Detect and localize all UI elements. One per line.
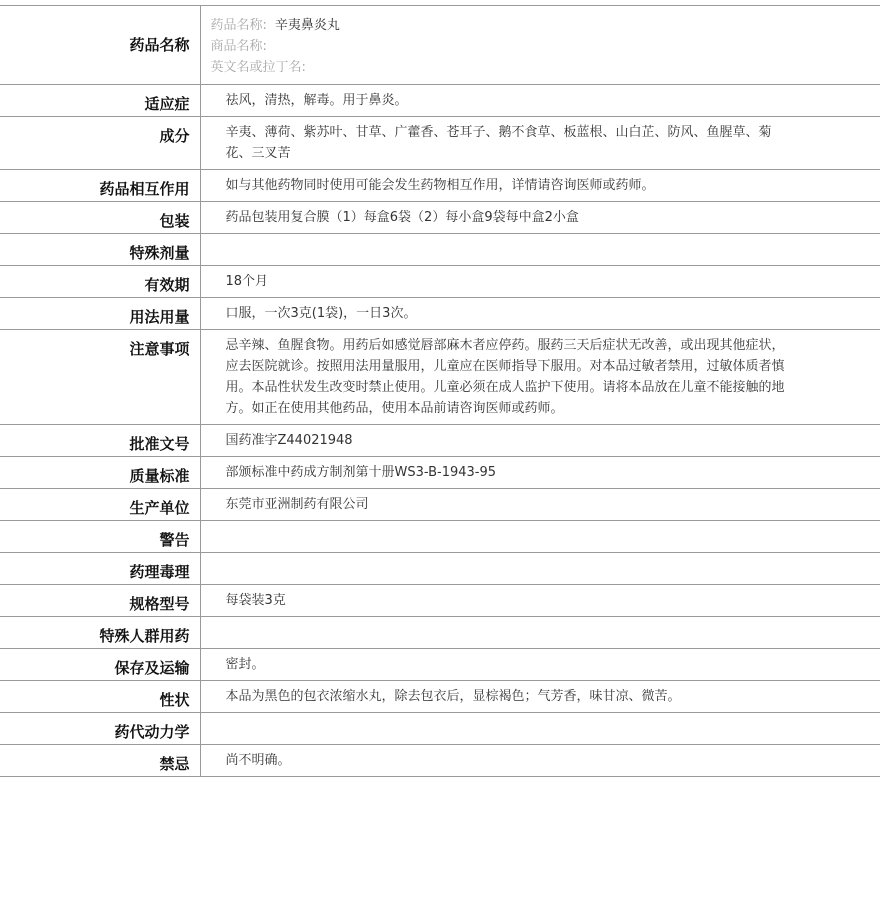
value-packaging: 药品包装用复合膜（1）每盒6袋（2）每小盒9袋每中盒2小盒 [200,202,880,234]
value-special-populations [200,617,880,649]
value-pharmacology [200,553,880,585]
row-quality-standard [0,457,880,489]
value-interactions: 如与其他药物同时使用可能会发生药物相互作用，详情请咨询医师或药师。 [200,170,880,202]
value-pharmacokinetics [200,713,880,745]
label-shelf-life: 有效期 [0,266,200,298]
label-drug-name: 药品名称 [0,6,200,85]
value-drug-name [200,6,880,85]
row-usage-dosage [0,298,880,330]
label-packaging: 包装 [0,202,200,234]
row-approval-number [0,425,880,457]
value-contraindications: 尚不明确。 [200,745,880,777]
value-precautions: 忌辛辣、鱼腥食物。用药后如感觉唇部麻木者应停药。服药三天后症状无改善，或出现其他症状，应去医院就诊。按照用法用量服用，儿童应在医师指导下服用。对本品过敏者禁用，过敏体质者慎用。本品性状发生改变时禁止使用。儿童必须在成人监护下使用。请将本品放在儿童不能接触的地方。如正在使用其他药品，使用本品前请咨询医师或药师。 [200,330,880,425]
label-pharmacology: 药理毒理 [0,553,200,585]
value-ingredients: 辛夷、薄荷、紫苏叶、甘草、广藿香、苍耳子、鹅不食草、板蓝根、山白芷、防风、鱼腥草、菊花、三叉苦 [200,117,880,170]
value-storage: 密封。 [200,649,880,681]
label-indications: 适应症 [0,85,200,117]
value-shelf-life: 18个月 [200,266,880,298]
label-special-dosage: 特殊剂量 [0,234,200,266]
row-precautions [0,330,880,425]
generic-name-value: 辛夷鼻炎丸 [274,18,340,33]
value-indications: 祛风，清热，解毒。用于鼻炎。 [200,85,880,117]
row-specification [0,585,880,617]
label-contraindications: 禁忌 [0,745,200,777]
row-indications [0,85,880,117]
row-manufacturer [0,489,880,521]
label-storage: 保存及运输 [0,649,200,681]
row-storage [0,649,880,681]
label-ingredients: 成分 [0,117,200,170]
label-warning: 警告 [0,521,200,553]
label-manufacturer: 生产单位 [0,489,200,521]
row-interactions [0,170,880,202]
row-contraindications [0,745,880,777]
row-warning [0,521,880,553]
label-interactions: 药品相互作用 [0,170,200,202]
row-description [0,681,880,713]
generic-name-line [211,15,871,36]
row-ingredients [0,117,880,170]
label-quality-standard: 质量标准 [0,457,200,489]
generic-name-label: 药品名称: [210,18,267,33]
row-special-dosage [0,234,880,266]
label-description: 性状 [0,681,200,713]
value-specification: 每袋装3克 [200,585,880,617]
row-shelf-life [0,266,880,298]
label-special-populations: 特殊人群用药 [0,617,200,649]
label-precautions: 注意事项 [0,330,200,425]
row-special-populations [0,617,880,649]
row-drug-name [0,6,880,85]
row-pharmacokinetics [0,713,880,745]
row-pharmacology [0,553,880,585]
trade-name-label: 商品名称: [210,39,267,54]
label-pharmacokinetics: 药代动力学 [0,713,200,745]
label-approval-number: 批准文号 [0,425,200,457]
value-special-dosage [200,234,880,266]
drug-spec-table [0,5,880,777]
row-packaging [0,202,880,234]
value-quality-standard: 部颁标准中药成方制剂第十册WS3-B-1943-95 [200,457,880,489]
value-description: 本品为黑色的包衣浓缩水丸，除去包衣后，显棕褐色；气芳香，味甘凉、微苦。 [200,681,880,713]
value-manufacturer: 东莞市亚洲制药有限公司 [200,489,880,521]
drug-spec-sheet [0,5,880,777]
label-usage-dosage: 用法用量 [0,298,200,330]
value-approval-number: 国药准字Z44021948 [200,425,880,457]
label-specification: 规格型号 [0,585,200,617]
value-warning [200,521,880,553]
english-name-label: 英文名或拉丁名: [210,60,306,75]
value-usage-dosage: 口服，一次3克(1袋)，一日3次。 [200,298,880,330]
